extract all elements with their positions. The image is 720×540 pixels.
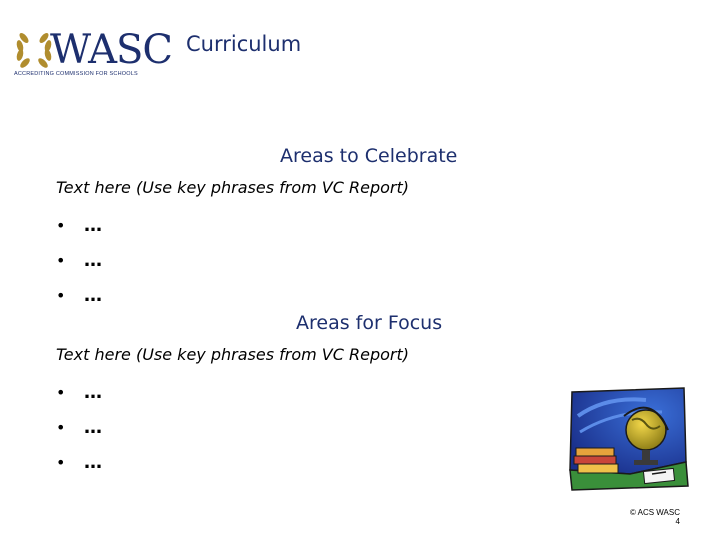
section-heading-focus: Areas for Focus	[296, 312, 443, 334]
slide-title: Curriculum	[186, 32, 302, 56]
list-item	[56, 445, 102, 480]
wasc-logo	[14, 27, 173, 80]
globe-books-clipart-icon	[566, 386, 690, 492]
copyright-text: © ACS WASC	[629, 508, 680, 517]
bullet-icon: •	[56, 453, 66, 472]
bullet-text: …	[84, 452, 102, 473]
section-intro-celebrate: Text here (Use key phrases from VC Report)	[56, 178, 409, 197]
bullet-text: …	[84, 285, 102, 306]
logo-wordmark: WASC	[50, 27, 173, 73]
slide-footer	[630, 508, 680, 526]
bullet-text: …	[84, 250, 102, 271]
bullet-list-focus	[56, 375, 102, 480]
section-intro-focus: Text here (Use key phrases from VC Report)	[56, 345, 409, 364]
section-heading-celebrate: Areas to Celebrate	[280, 145, 458, 167]
list-item	[56, 410, 102, 445]
bullet-icon: •	[56, 286, 66, 305]
bullet-text: …	[84, 382, 102, 403]
list-item	[56, 243, 102, 278]
bullet-text: …	[84, 417, 102, 438]
list-item	[56, 375, 102, 410]
list-item	[56, 278, 102, 313]
bullet-icon: •	[56, 216, 66, 235]
bullet-list-celebrate	[56, 208, 102, 313]
logo-tagline: ACCREDITING COMMISSION FOR SCHOOLS	[14, 71, 138, 77]
list-item	[56, 208, 102, 243]
bullet-icon: •	[56, 251, 66, 270]
page-number: 4	[675, 517, 680, 526]
bullet-text: …	[84, 215, 102, 236]
bullet-icon: •	[56, 418, 66, 437]
bullet-icon: •	[56, 383, 66, 402]
laurel-wreath-icon	[14, 30, 54, 70]
